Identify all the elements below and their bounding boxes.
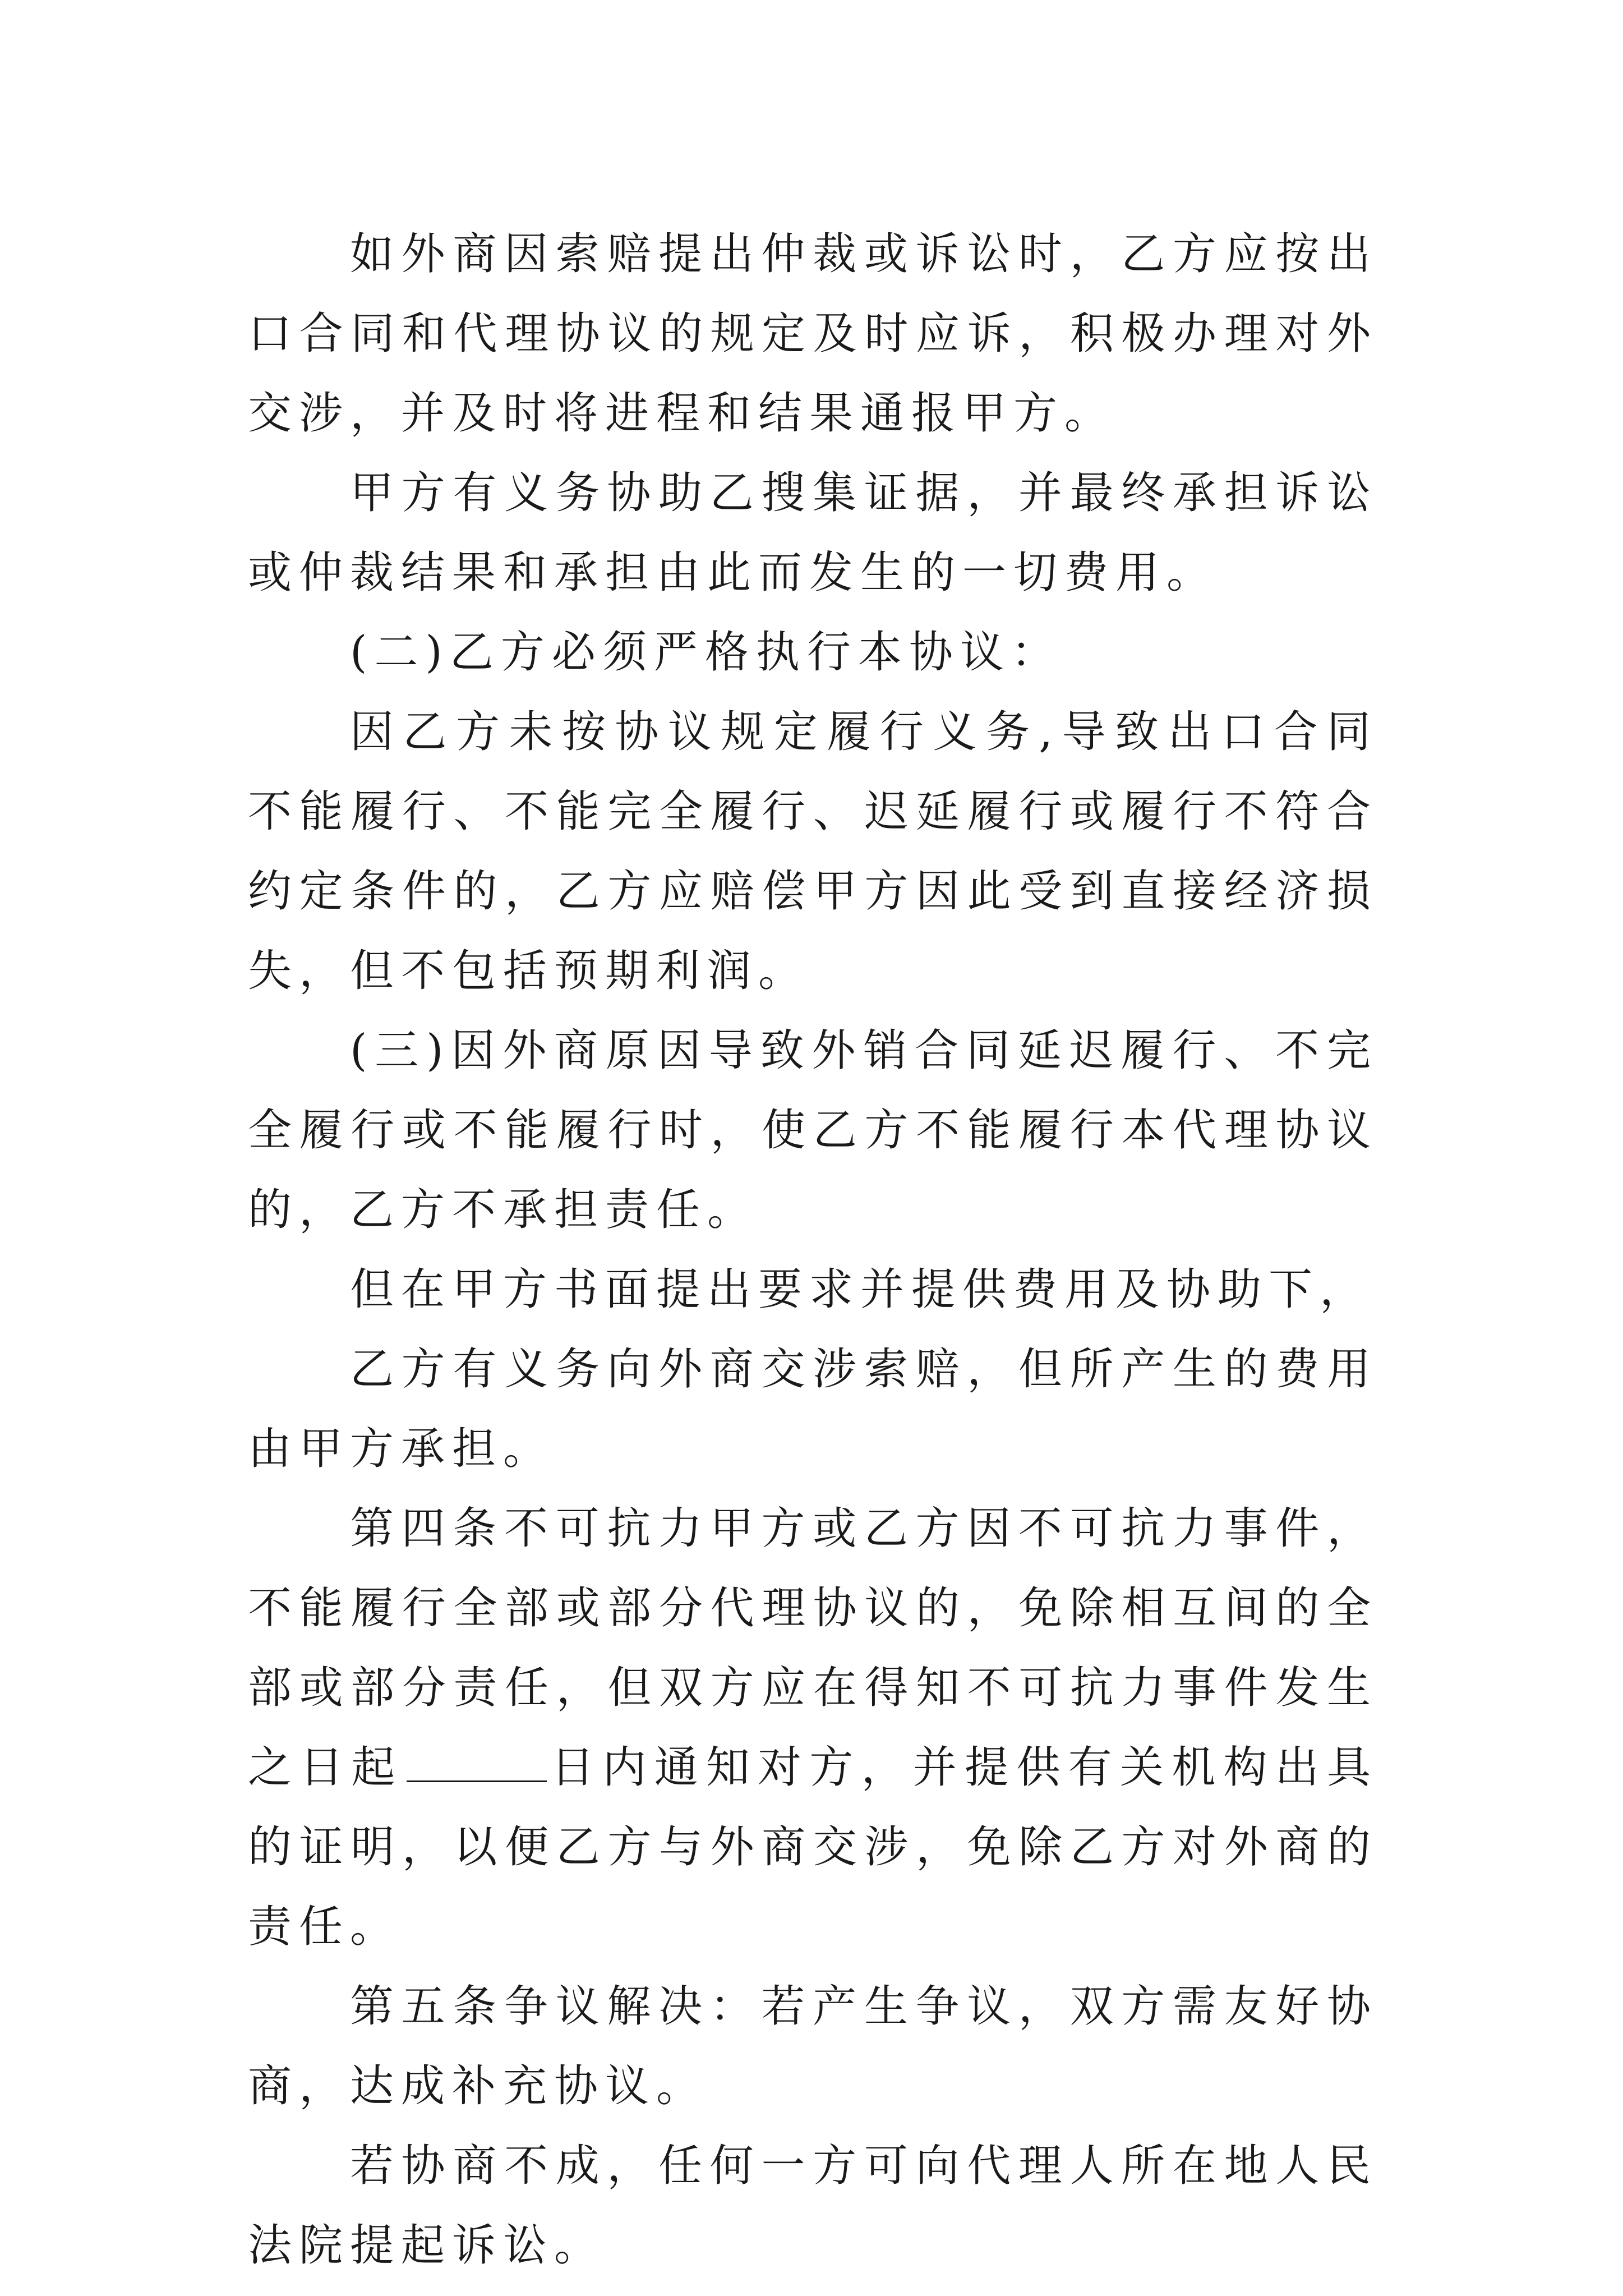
paragraph-litigation: 若协商不成，任何一方可向代理人所在地人民法院提起诉讼。 bbox=[248, 2141, 1378, 2271]
document-body bbox=[248, 214, 1378, 2285]
paragraph-breach-compensation: 因乙方未按协议规定履行义务,导致出口合同不能履行、不能完全履行、迟延履行或履行不符合约定条件的，乙方应赔偿甲方因此受到直接经济损失，但不包括预期利润。 bbox=[248, 707, 1378, 996]
days-fill-in-blank bbox=[407, 1747, 547, 1782]
paragraph-claim-negotiation: 乙方有义务向外商交涉索赔，但所产生的费用由甲方承担。 bbox=[248, 1344, 1378, 1474]
paragraph-arbitration-response: 如外商因索赔提出仲裁或诉讼时，乙方应按出口合同和代理协议的规定及时应诉，积极办理对外交涉，并及时将进程和结果通报甲方。 bbox=[248, 229, 1378, 439]
paragraph-section-two-heading: (二)乙方必须严格执行本协议： bbox=[350, 627, 1062, 678]
paragraph-dispute-resolution: 第五条争议解决：若产生争议，双方需友好协商，达成补充协议。 bbox=[248, 1981, 1378, 2111]
force-majeure-text-after-blank: 日内通知对方，并提供有关机构出具的证明，以便乙方与外商交涉，免除乙方对外商的责任。 bbox=[248, 1742, 1378, 1952]
paragraph-written-request: 但在甲方书面提出要求并提供费用及协助下， bbox=[350, 1264, 1371, 1315]
force-majeure-text-before-blank: 第四条不可抗力甲方或乙方因不可抗力事件，不能履行全部或部分代理协议的，免除相互间的全部或部分责任，但双方应在得知不可抗力事件发生之日起 bbox=[248, 1503, 1378, 1793]
paragraph-evidence-costs: 甲方有义务协助乙搜集证据，并最终承担诉讼或仲裁结果和承担由此而发生的一切费用。 bbox=[248, 468, 1378, 598]
paragraph-force-majeure bbox=[248, 1489, 1378, 1967]
paragraph-section-three: (三)因外商原因导致外销合同延迟履行、不完全履行或不能履行时，使乙方不能履行本代理协议的，乙方不承担责任。 bbox=[248, 1025, 1378, 1235]
